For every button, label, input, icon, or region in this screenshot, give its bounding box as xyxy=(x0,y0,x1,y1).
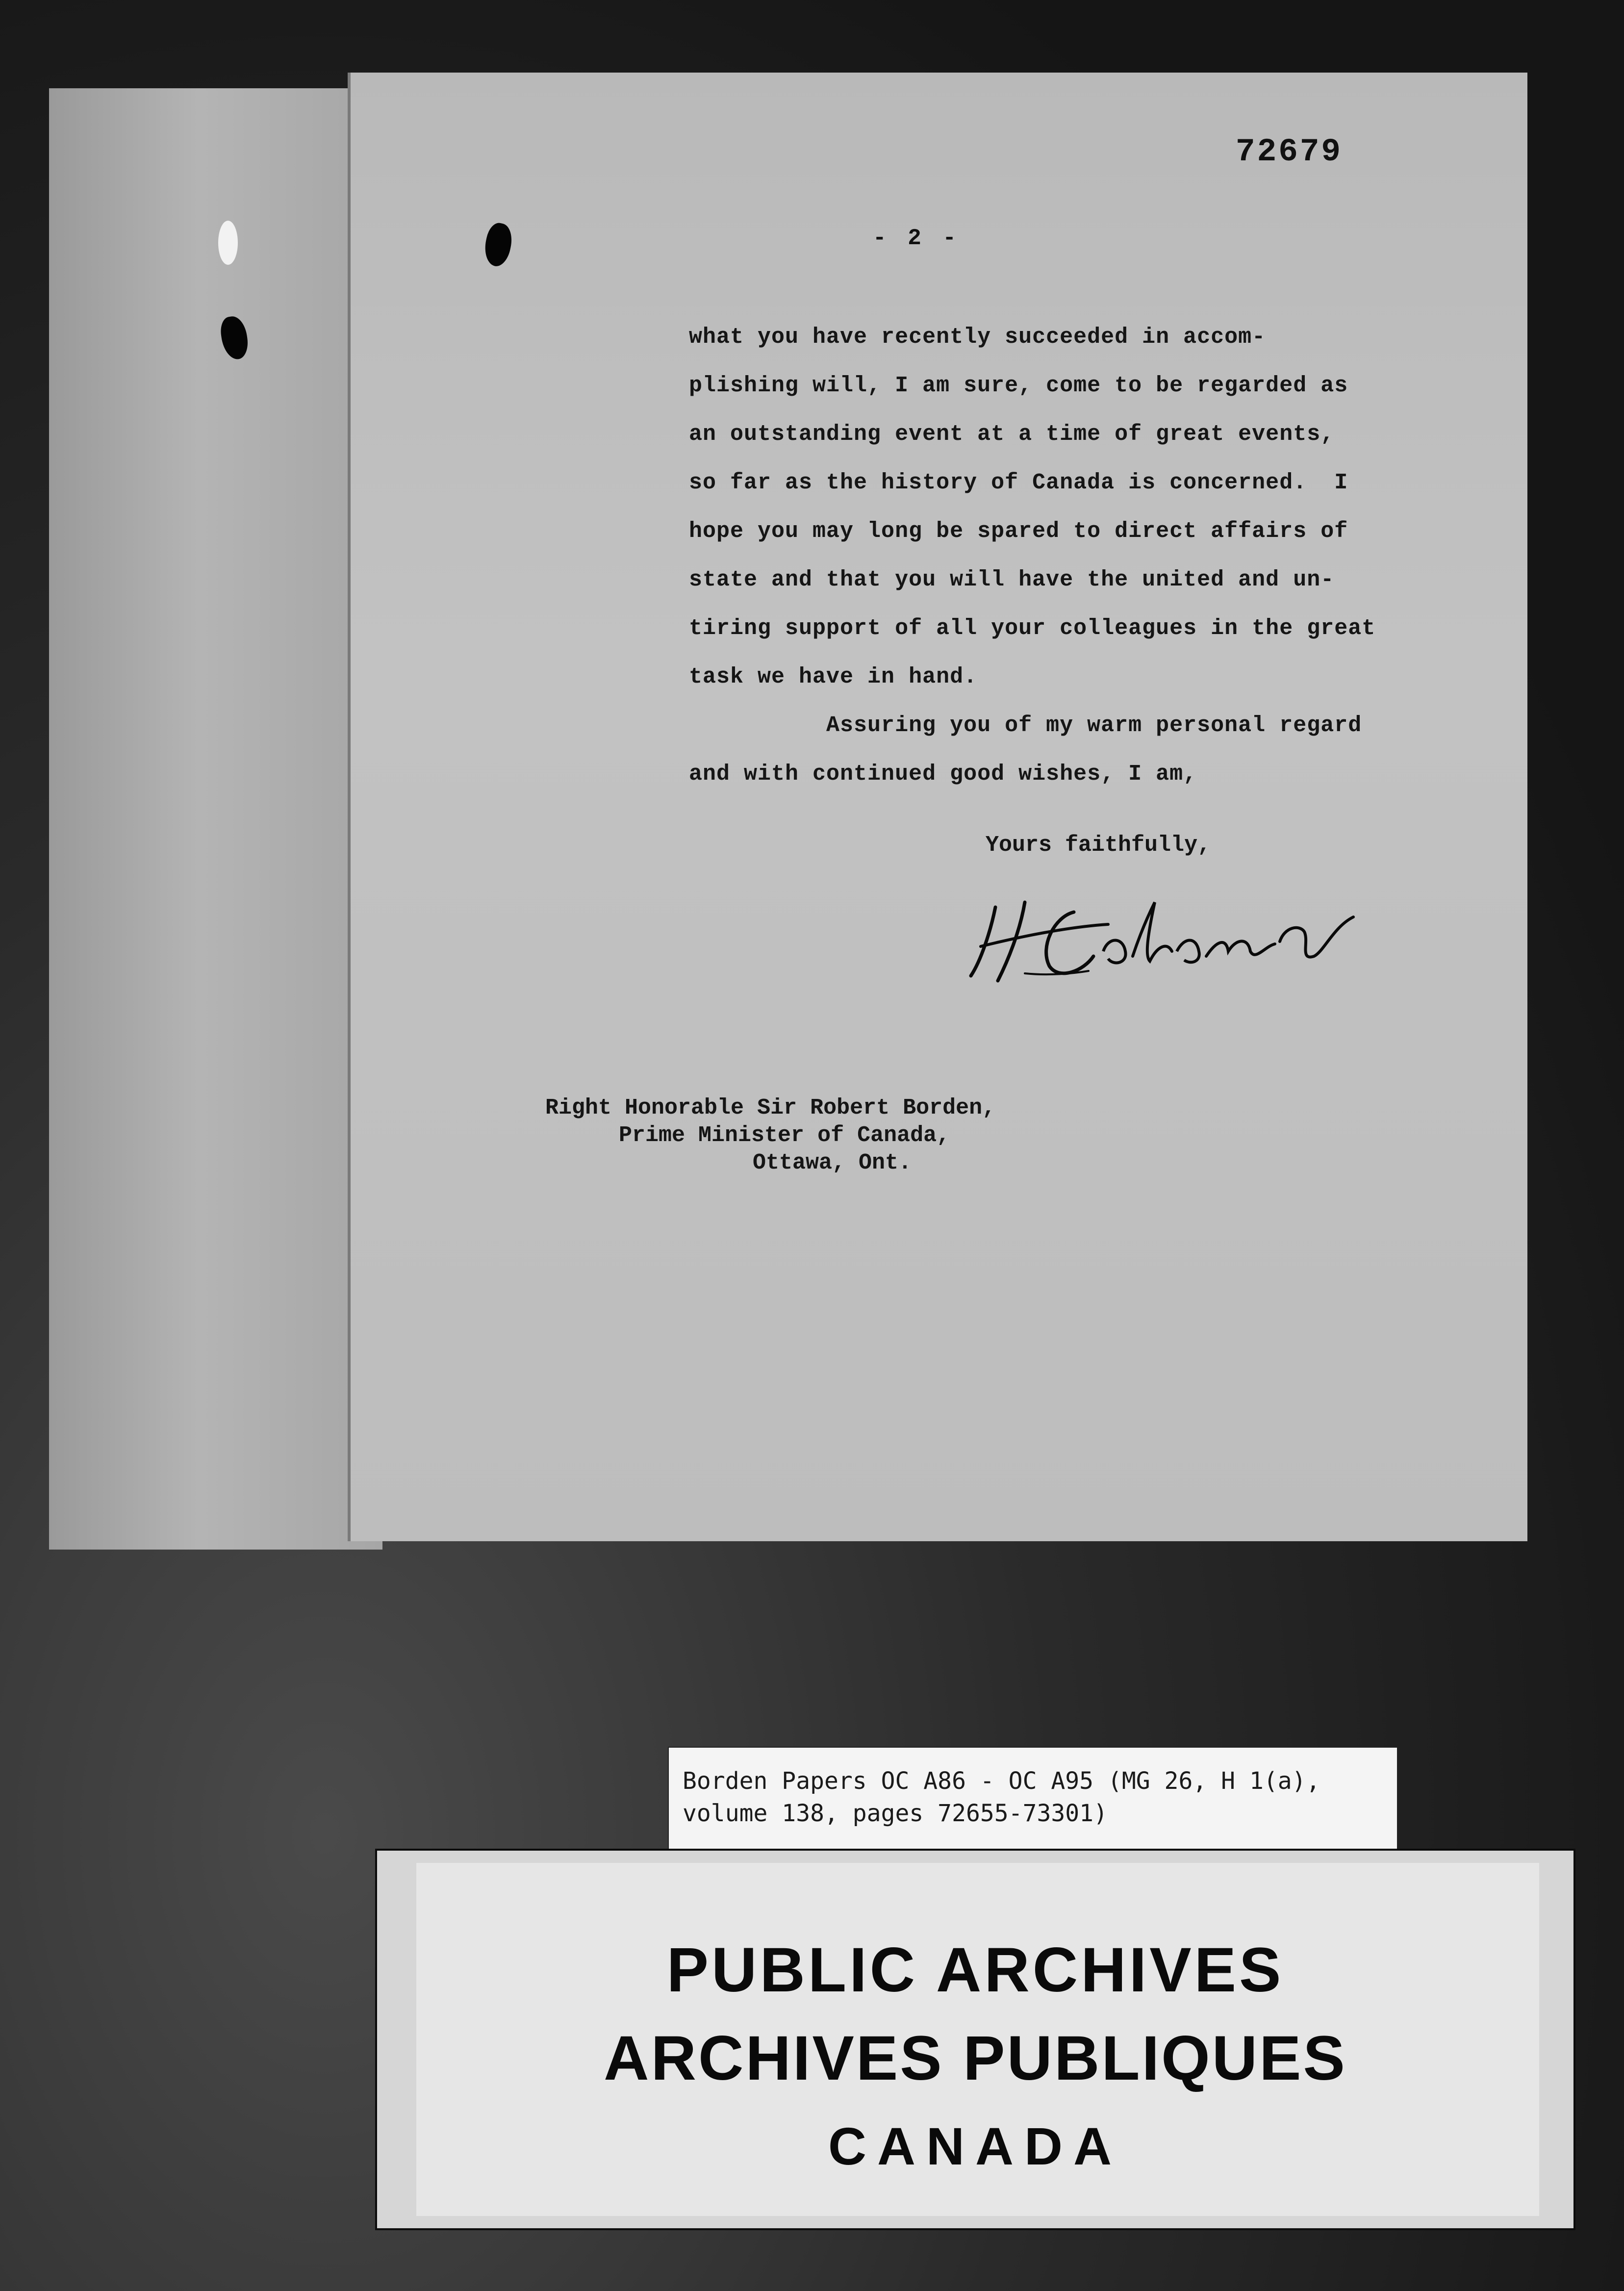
body-line: an outstanding event at a time of great events, xyxy=(689,422,1335,447)
addressee-name: Right Honorable Sir Robert Borden, xyxy=(545,1095,996,1120)
archive-title-english: PUBLIC ARCHIVES xyxy=(666,1935,1284,2005)
letter-page xyxy=(351,73,1527,1541)
archive-title-french: ARCHIVES PUBLIQUES xyxy=(604,2023,1347,2093)
reference-line: volume 138, pages 72655-73301) xyxy=(683,1800,1108,1827)
archive-country: CANADA xyxy=(828,2116,1122,2176)
punch-hole-left xyxy=(219,315,250,361)
handwritten-signature xyxy=(961,878,1373,991)
closing-salutation: Yours faithfully, xyxy=(986,833,1211,858)
body-line: state and that you will have the united and un- xyxy=(689,567,1335,592)
addressee-city: Ottawa, Ont. xyxy=(753,1150,912,1175)
back-sheet-edge xyxy=(49,88,382,1550)
paper-tear-mark xyxy=(218,221,238,265)
document-number: 72679 xyxy=(1236,133,1343,170)
page-number: - 2 - xyxy=(873,226,961,251)
body-line: task we have in hand. xyxy=(689,664,978,689)
body-line: tiring support of all your colleagues in the great xyxy=(689,616,1376,641)
body-line: plishing will, I am sure, come to be regarded as xyxy=(689,373,1348,398)
archive-reference-label xyxy=(668,1747,1398,1860)
addressee-title: Prime Minister of Canada, xyxy=(619,1123,950,1148)
body-line: Assuring you of my warm personal regard xyxy=(689,713,1362,738)
body-line: and with continued good wishes, I am, xyxy=(689,762,1197,787)
public-archives-card xyxy=(375,1849,1575,2230)
body-line: what you have recently succeeded in accom- xyxy=(689,325,1266,350)
reference-line: Borden Papers OC A86 - OC A95 (MG 26, H 1(a), xyxy=(683,1767,1320,1795)
body-line: hope you may long be spared to direct affairs of xyxy=(689,519,1348,544)
body-line: so far as the history of Canada is concerned. I xyxy=(689,470,1348,495)
